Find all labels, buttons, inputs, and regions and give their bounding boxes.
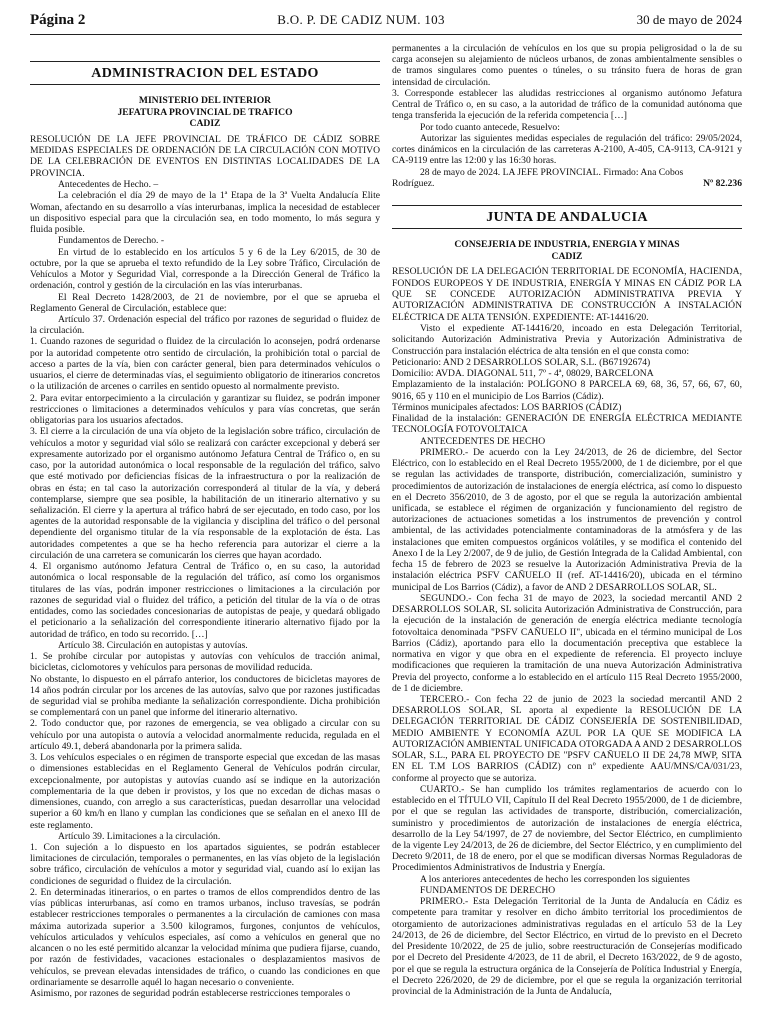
paragraph: Fundamentos de Derecho. - bbox=[58, 235, 165, 247]
page-header bbox=[30, 12, 742, 35]
right-column bbox=[392, 43, 742, 999]
columns bbox=[30, 43, 742, 999]
section-title-junta: JUNTA DE ANDALUCIA bbox=[392, 205, 742, 229]
paragraph: 28 de mayo de 2024. LA JEFE PROVINCIAL. Firmado: Ana Cobos bbox=[420, 166, 684, 178]
paragraph: Asimismo, por razones de seguridad podrán establecerse restricciones temporales o bbox=[30, 988, 351, 1000]
paragraph: 1. Se prohíbe circular por autopistas y autovías con vehículos de tracción animal, bicicletas, ciclomotores y vehículos para personas de movilidad reducida. bbox=[30, 651, 380, 674]
resolution-title-right: RESOLUCIÓN DE LA DELEGACIÓN TERRITORIAL DE ECONOMÍA, HACIENDA, FONDOS EUROPEOS Y DE INDUSTRIA, ENERGÍA Y MINAS EN CÁDIZ POR LA QUE SE CONCEDE AUTORIZACIÓN ADMINISTRATIVA PREVIA Y AUTORIZACIÓN ADMINISTRATIVA DE CONSTRUCCIÓN A INSTALACIÓN ELÉCTRICA DE ALTA TENSIÓN. EXPEDIENTE: AT-14416/20. bbox=[392, 266, 742, 323]
section-title-estado: ADMINISTRACION DEL ESTADO bbox=[30, 61, 380, 85]
consejeria-name: CONSEJERIA DE INDUSTRIA, ENERGIA Y MINAS bbox=[454, 239, 680, 251]
right-top-body bbox=[392, 43, 742, 178]
reference-number: Nº 82.236 bbox=[703, 177, 742, 189]
paragraph: CUARTO.- Se han cumplido los trámites reglamentarios de acuerdo con lo establecido en el TÍTULO VII, Capítulo II del Real Decreto 1955/2000, de 1 de diciembre, por el que se regulan las actividades de transporte, distribución, comercialización, suministro y procedimientos de autorización de instalaciones de energía eléctrica, desarrollo de la Ley 54/1997, de 27 de noviembre, del Sector Eléctrico, en cumplimiento de la vigente Ley 24/2013, de 26 de diciembre, del Sector Eléctrico, y en cumplimiento del Decreto 9/2011, de 18 de enero, por el que se modifican diversas Normas Reguladoras de Procedimientos Administrativos de Industria y Energía. bbox=[392, 783, 742, 874]
page-number: Página 2 bbox=[30, 12, 86, 28]
paragraph: A los anteriores antecedentes de hecho les corresponden los siguientes bbox=[420, 873, 690, 885]
signature-row bbox=[392, 178, 742, 189]
paragraph: Emplazamiento de la instalación: POLÍGONO 8 PARCELA 69, 68, 36, 57, 66, 67, 60, 9016, 65 y 110 en el municipio de Los Barrios (Cádiz). bbox=[392, 379, 742, 402]
ministry-name: MINISTERIO DEL INTERIOR bbox=[138, 95, 272, 107]
paragraph: 1. Cuando razones de seguridad o fluidez de la circulación lo aconsejen, podrá ordenarse por la autoridad competente otro sentido de circulación, la prohibición total o parcial de acceso a partes de la vía, bien con carácter general, bien para determinados vehículos o usuarios, el cierre de determinadas vías, el seguimiento obligatorio de itinerarios concretos o la utilización de arcenes o carriles en sentido opuesto al normalmente previsto. bbox=[30, 336, 380, 393]
paragraph: FUNDAMENTOS DE DERECHO bbox=[420, 884, 556, 896]
left-body bbox=[30, 179, 380, 999]
paragraph: Por todo cuanto antecede, Resuelvo: bbox=[420, 121, 560, 133]
paragraph: Visto el expediente AT-14416/20, incoado en esta Delegación Territorial, solicitando Autorización Administrativa Previa y Autorización Administrativa de Construcción para instalación eléctrica de alta tensión en el que consta como: bbox=[392, 323, 742, 357]
paragraph: En virtud de lo establecido en los artículos 5 y 6 de la Ley 6/2015, de 30 de octubre, por la que se aprueba el texto refundido de la Ley sobre Tráfico, Circulación de Vehículos a Motor y Seguridad Vial, corresponde a la Dirección General de Tráfico la ordenación, control y gestión de la circulación en las vías interurbanas. bbox=[30, 246, 380, 292]
right-body bbox=[392, 323, 742, 997]
paragraph: 2. Todo conductor que, por razones de emergencia, se vea obligado a circular con su vehículo por una autopista o autovía a velocidad anormalmente reducida, regulada en el artículo 49.1, deberá abandonarla por la primera salida. bbox=[30, 718, 380, 752]
signer-surname: Rodríguez. bbox=[392, 177, 435, 189]
paragraph: 1. Con sujeción a lo dispuesto en los apartados siguientes, se podrán establecer limitaciones de circulación, temporales o permanentes, en las vías objeto de la legislación sobre tráfico, circulación de vehículos a motor y seguridad vial, cuando así lo exijan las condiciones de seguridad o fluidez de la circulación. bbox=[30, 842, 380, 887]
paragraph: Finalidad de la instalación: GENERACIÓN DE ENERGÍA ELÉCTRICA MEDIANTE TECNOLOGÍA FOTOVOLTAICA bbox=[392, 413, 742, 436]
paragraph: Antecedentes de Hecho. – bbox=[58, 179, 159, 191]
paragraph: Autorizar las siguientes medidas especiales de regulación del tráfico: 29/05/2024, cortes dinámicos en la circulación de las carreteras A-2100, A-405, CA-9113, CA-9121 y CA-9119 entre las 12:00 y las 16:30 horas. bbox=[392, 132, 742, 167]
paragraph: No obstante, lo dispuesto en el párrafo anterior, los conductores de bicicletas mayores de 14 años podrán circular por los arcenes de las autovías, salvo que por razones justificadas de seguridad vial se prohíba mediante la señalización correspondiente. Dicha prohibición se complementará con un panel que informe del itinerario alternativo. bbox=[30, 673, 380, 719]
bulletin-title: B.O. P. DE CADIZ NUM. 103 bbox=[277, 12, 445, 27]
paragraph: El Real Decreto 1428/2003, de 21 de noviembre, por el que se aprueba el Reglamento General de Circulación, establece que: bbox=[30, 291, 380, 314]
city-name-right: CADIZ bbox=[551, 250, 583, 262]
paragraph: 2. Para evitar entorpecimiento a la circulación y garantizar su fluidez, se podrán imponer restricciones o limitaciones a determinados vehículos y para vías concretas, que serán obligatorias para los usuarios afectados. bbox=[30, 392, 380, 427]
paragraph: Artículo 38. Circulación en autopistas y autovías. bbox=[58, 639, 248, 651]
paragraph: permanentes a la circulación de vehículos en los que su propia peligrosidad o la de su carga aconsejen su alejamiento de núcleos urbanos, de zonas ambientalmente sensibles o de tramos singulares como puentes o túneles, o su tránsito fuera de horas de gran intensidad de circulación. bbox=[392, 43, 742, 88]
paragraph: Términos municipales afectados: LOS BARRIOS (CÁDIZ) bbox=[392, 401, 622, 413]
paragraph: La celebración el día 29 de mayo de la 1ª Etapa de la 3ª Vuelta Andalucía Elite Woman, afectando en su desarrollo a vías interurbanas, implica la necesidad de establecer un dispositivo especial para que la circulación sea, en todo momento, lo más segura y fluida posible. bbox=[30, 190, 380, 236]
paragraph: 3. Los vehículos especiales o en régimen de transporte especial que excedan de las masas o dimensiones establecidas en el Reglamento General de Vehículos podrán circular, excepcionalmente, por autopistas y autovías cuando así se indique en la autorización complementaria de la que deben ir provistos, y los que no excedan de dichas masas o dimensiones, cuando, con arreglo a sus características, puedan desarrollar una velocidad superior a 60 km/h en llano y cumplan las condiciones que se señalan en el anexo III de este reglamento. bbox=[30, 752, 380, 831]
paragraph: SEGUNDO.- Con fecha 31 de mayo de 2023, la sociedad mercantil AND 2 DESARROLLOS SOLAR, SL solicita Autorización Administrativa de Construcción, para la ejecución de la instalación de generación de energía eléctrica mediante tecnología fotovoltaica denominada "PSFV CAÑUELO II", ubicada en el término municipal de Los Barrios (Cádiz), aportando para ello la documentación preceptiva que establece la normativa en vigor y que obra en el expediente de referencia. El proyecto incluye modificaciones que requieren la tramitación de una nueva Autorización Administrativa Previa del proyecto, conforme a lo establecido en el artículo 115 Real Decreto 1955/2000, de 1 de diciembre. bbox=[392, 592, 742, 694]
left-column bbox=[30, 43, 380, 999]
paragraph: 2. En determinadas itinerarios, o en partes o tramos de ellos comprendidos dentro de las vías públicas interurbanas, así como en tramos urbanos, incluso travesías, se podrán establecer restricciones temporales o permanentes a la circulación de camiones con masa máxima autorizada superior a 3.500 kilogramos, furgones, conjuntos de vehículos, vehículos articulados y vehículos especiales, así como a vehículos en general que no alcancen o no les esté permitido alcanzar la velocidad mínima que pudiera fijarse, cuando, por razón de festividades, vacaciones estacionales o desplazamientos masivos de vehículos, se prevean elevadas intensidades de tráfico, o cuando las condiciones en que ordinariamente se desarrolle aquél lo hagan necesario o conveniente. bbox=[30, 886, 380, 988]
paragraph: PRIMERO.- Esta Delegación Territorial de la Junta de Andalucía en Cádiz es competente para tramitar y resolver en dicho ámbito territorial los procedimientos de otorgamiento de autorizaciones administrativas reguladas en el artículo 53 de la Ley 24/2013, de 26 de diciembre, del Sector Eléctrico, en virtud de lo previsto en el Decreto del Presidente 10/2022, de 25 de julio, sobre reestructuración de Consejerías modificado por el Decreto del Presidente 4/2023, de 11 de abril, el Decreto 163/2022, de 9 de agosto, por el que se regula la estructura orgánica de la Consejería de Política Industrial y Energía, el Decreto 226/2020, de 29 de diciembre, por el que se regula la organización territorial provincial de la Administración de la Junta de Andalucía, bbox=[392, 896, 742, 998]
paragraph: 3. Corresponde establecer las aludidas restricciones al organismo autónomo Jefatura Central de Tráfico o, en su caso, a la autoridad de tráfico de la comunidad autónoma que tenga transferida la ejecución de la referida competencia […] bbox=[392, 87, 742, 122]
paragraph: 4. El organismo autónomo Jefatura Central de Tráfico o, en su caso, la autoridad autonómica o local responsable de la regulación del tráfico, así como los organismos titulares de las vías, podrán imponer restricciones o limitaciones a la circulación por razones de seguridad vial o fluidez del tráfico, a petición del titular de la vía o de otras entidades, como las sociedades concesionarias de autopistas de peaje, y quedará obligado el peticionario a la señalización del correspondiente itinerario alternativo fijado por la autoridad de tráfico, en todo su recorrido. […] bbox=[30, 561, 380, 640]
city-name: CADIZ bbox=[189, 118, 221, 130]
paragraph: 3. El cierre a la circulación de una vía objeto de la legislación sobre tráfico, circulación de vehículos a motor y seguridad vial sólo se realizará con carácter excepcional y deberá ser expresamente autorizado por el organismo autónomo Jefatura Central de Tráfico o, en su caso, por la autoridad autonómica o local responsable de la regulación del tráfico, salvo que esté motivado por deficiencias físicas de la infraestructura o por la realización de obras en ésta; en tal caso la autorización corresponderá al titular de la vía, y deberá contemplarse, siempre que sea posible, la habilitación de un itinerario alternativo y su señalización. El cierre y la apertura al tráfico habrá de ser ejecutado, en todo caso, por los agentes de la autoridad responsable de la vigilancia y disciplina del tráfico o del personal dependiente del organismo titular de la vía responsable de la explotación de ésta. Las autoridades competentes a que se ha hecho referencia para autorizar el cierre a la circulación de una carretera se comunicarán los cierres que hayan acordado. bbox=[30, 426, 380, 561]
jefatura-name: JEFATURA PROVINCIAL DE TRAFICO bbox=[117, 106, 293, 118]
paragraph: Domicilio: AVDA. DIAGONAL 511, 7º - 4ª, 08029, BARCELONA bbox=[392, 368, 654, 380]
bulletin-date: 30 de mayo de 2024 bbox=[636, 12, 742, 27]
resolution-title: RESOLUCIÓN DE LA JEFE PROVINCIAL DE TRÁFICO DE CÁDIZ SOBRE MEDIDAS ESPECIALES DE ORDENACIÓN DE LA CIRCULACIÓN CON MOTIVO DE LA CELEBRACIÓN DE EVENTOS EN DISTINTAS LOCALIDADES DE LA PROVINCIA. bbox=[30, 133, 380, 179]
paragraph: PRIMERO.- De acuerdo con la Ley 24/2013, de 26 de diciembre, del Sector Eléctrico, con lo establecido en el Real Decreto 1955/2000, de 1 de diciembre, por el que se regulan las actividades de transporte, distribución, comercialización, suministro y procedimientos de autorización de instalaciones de energía eléctrica, así como lo dispuesto en el Decreto 356/2010, de 3 de agosto, por el que se regula la autorización ambiental unificada, se establece el régimen de organización y funcionamiento del registro de autorizaciones de actuaciones sometidas a los instrumentos de prevención y control ambiental, de las actividades potencialmente contaminadoras de la atmósfera y de las instalaciones que emiten compuestos orgánicos volátiles, y se modifica el contenido del Anexo I de la Ley 2/2007, de 9 de julio, de Gestión Integrada de la Calidad Ambiental, con fecha 15 de febrero de 2023 se resuelve la Autorización Administrativa Previa de la instalación eléctrica PSFV CAÑUELO II (ref. AT-14416/20), ubicada en el término municipal de Los Barrios (Cádiz), a favor de AND 2 DESARROLLOS SOLAR, SL. bbox=[392, 446, 742, 593]
paragraph: Peticionario: AND 2 DESARROLLOS SOLAR, S.L. (B67192674) bbox=[392, 356, 651, 368]
paragraph: Artículo 39. Limitaciones a la circulación. bbox=[58, 830, 221, 842]
paragraph: ANTECEDENTES DE HECHO bbox=[420, 435, 546, 447]
paragraph: TERCERO.- Con fecha 22 de junio de 2023 la sociedad mercantil AND 2 DESARROLLOS SOLAR, SL aporta al expediente la RESOLUCIÓN DE LA DELEGACIÓN TERRITORIAL DE CÁDIZ CONSEJERÍA DE SOSTENIBILIDAD, MEDIO AMBIENTE Y ECONOMÍA AZUL POR LA QUE SE MODIFICA LA AUTORIZACIÓN AMBIENTAL UNIFICADA OTORGADA A AND 2 DESARROLLOS SOLAR, S.L., PARA EL PROYECTO DE "PSFV CAÑUELO II DE 24,78 MWP, SITA EN EL T.M LOS BARRIOS (CÁDIZ) con nº expediente AAU/MNS/CA/031/23, conforme al proyecto que se autoriza. bbox=[392, 693, 742, 784]
paragraph: Artículo 37. Ordenación especial del tráfico por razones de seguridad o fluidez de la circulación. bbox=[30, 314, 380, 337]
